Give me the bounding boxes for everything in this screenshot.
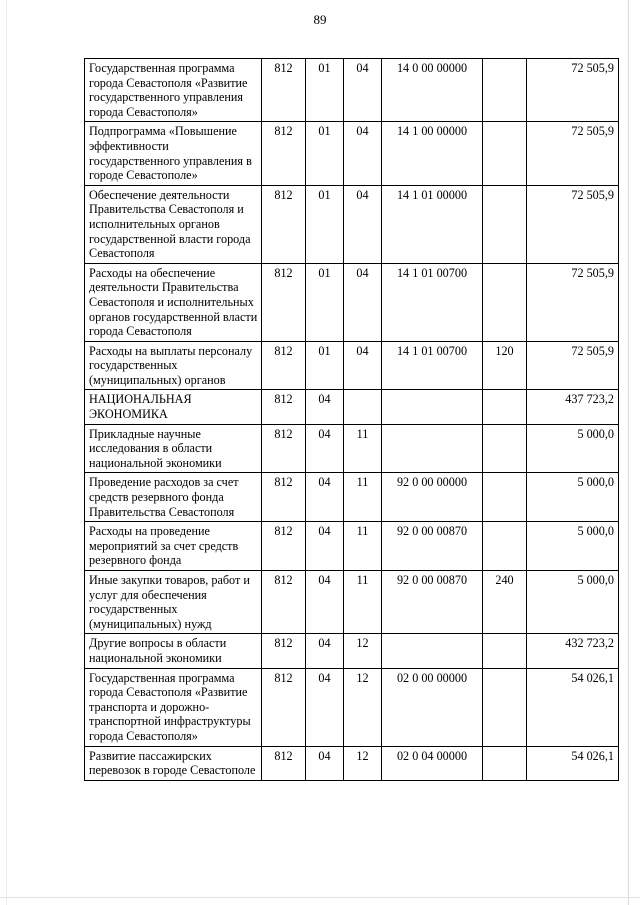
cell-pr: 12 <box>344 746 382 780</box>
cell-vr <box>483 59 527 122</box>
table-row <box>85 59 619 122</box>
cell-rz: 04 <box>306 473 344 522</box>
cell-csr: 14 1 01 00000 <box>382 185 483 263</box>
cell-rz: 01 <box>306 185 344 263</box>
cell-name: Подпрограмма «Повышение эффективности государственного управления в городе Севастополе» <box>85 122 262 185</box>
cell-rz: 01 <box>306 341 344 390</box>
cell-sum: 5 000,0 <box>527 473 619 522</box>
cell-ved: 812 <box>262 263 306 341</box>
table-row <box>85 390 619 424</box>
cell-csr: 92 0 00 00870 <box>382 571 483 634</box>
cell-vr <box>483 424 527 473</box>
cell-name: Развитие пассажирских перевозок в городе Севастополе <box>85 746 262 780</box>
cell-pr: 04 <box>344 185 382 263</box>
cell-rz: 04 <box>306 571 344 634</box>
cell-rz: 04 <box>306 746 344 780</box>
table-row <box>85 522 619 571</box>
cell-pr: 11 <box>344 571 382 634</box>
cell-vr: 240 <box>483 571 527 634</box>
cell-csr: 14 1 00 00000 <box>382 122 483 185</box>
cell-rz: 01 <box>306 59 344 122</box>
cell-sum: 54 026,1 <box>527 668 619 746</box>
cell-pr: 04 <box>344 59 382 122</box>
cell-vr <box>483 634 527 668</box>
cell-pr: 11 <box>344 522 382 571</box>
table-row <box>85 185 619 263</box>
cell-csr <box>382 634 483 668</box>
table-row <box>85 668 619 746</box>
cell-rz: 04 <box>306 424 344 473</box>
cell-pr: 12 <box>344 668 382 746</box>
cell-vr: 120 <box>483 341 527 390</box>
cell-pr: 11 <box>344 424 382 473</box>
cell-pr: 12 <box>344 634 382 668</box>
cell-sum: 72 505,9 <box>527 59 619 122</box>
cell-pr: 04 <box>344 122 382 185</box>
cell-vr <box>483 390 527 424</box>
cell-name: Расходы на обеспечение деятельности Правительства Севастополя и исполнительных органов государственной власти города Севастополя <box>85 263 262 341</box>
cell-sum: 437 723,2 <box>527 390 619 424</box>
cell-vr <box>483 746 527 780</box>
cell-csr <box>382 424 483 473</box>
table-row <box>85 634 619 668</box>
cell-sum: 72 505,9 <box>527 185 619 263</box>
cell-name: Расходы на проведение мероприятий за счет средств резервного фонда <box>85 522 262 571</box>
cell-sum: 72 505,9 <box>527 341 619 390</box>
cell-rz: 04 <box>306 634 344 668</box>
cell-rz: 01 <box>306 263 344 341</box>
cell-name: НАЦИОНАЛЬНАЯ ЭКОНОМИКА <box>85 390 262 424</box>
cell-ved: 812 <box>262 390 306 424</box>
table-row <box>85 341 619 390</box>
cell-ved: 812 <box>262 634 306 668</box>
cell-name: Другие вопросы в области национальной экономики <box>85 634 262 668</box>
cell-sum: 5 000,0 <box>527 571 619 634</box>
cell-ved: 812 <box>262 668 306 746</box>
table-row <box>85 263 619 341</box>
table-row <box>85 473 619 522</box>
cell-pr: 04 <box>344 341 382 390</box>
cell-csr: 92 0 00 00000 <box>382 473 483 522</box>
cell-csr: 92 0 00 00870 <box>382 522 483 571</box>
cell-vr <box>483 522 527 571</box>
cell-ved: 812 <box>262 185 306 263</box>
cell-pr <box>344 390 382 424</box>
cell-csr: 02 0 04 00000 <box>382 746 483 780</box>
cell-csr: 02 0 00 00000 <box>382 668 483 746</box>
cell-csr: 14 0 00 00000 <box>382 59 483 122</box>
table-row <box>85 424 619 473</box>
table-row <box>85 122 619 185</box>
cell-pr: 04 <box>344 263 382 341</box>
budget-table-body <box>85 59 619 781</box>
cell-rz: 04 <box>306 522 344 571</box>
cell-vr <box>483 473 527 522</box>
cell-sum: 5 000,0 <box>527 424 619 473</box>
cell-ved: 812 <box>262 424 306 473</box>
table-row <box>85 571 619 634</box>
cell-sum: 54 026,1 <box>527 746 619 780</box>
cell-sum: 5 000,0 <box>527 522 619 571</box>
cell-csr: 14 1 01 00700 <box>382 341 483 390</box>
cell-name: Проведение расходов за счет средств резервного фонда Правительства Севастополя <box>85 473 262 522</box>
cell-vr <box>483 122 527 185</box>
table-row <box>85 746 619 780</box>
cell-rz: 04 <box>306 668 344 746</box>
cell-vr <box>483 185 527 263</box>
cell-name: Иные закупки товаров, работ и услуг для обеспечения государственных (муниципальных) нужд <box>85 571 262 634</box>
cell-rz: 04 <box>306 390 344 424</box>
cell-name: Расходы на выплаты персоналу государственных (муниципальных) органов <box>85 341 262 390</box>
cell-vr <box>483 668 527 746</box>
scan-edge-bottom <box>0 897 640 898</box>
cell-name: Прикладные научные исследования в области национальной экономики <box>85 424 262 473</box>
cell-sum: 432 723,2 <box>527 634 619 668</box>
cell-ved: 812 <box>262 59 306 122</box>
cell-pr: 11 <box>344 473 382 522</box>
cell-vr <box>483 263 527 341</box>
cell-sum: 72 505,9 <box>527 263 619 341</box>
scan-edge-right <box>628 0 629 905</box>
cell-name: Государственная программа города Севастополя «Развитие транспорта и дорожно-транспортной инфраструктуры города Севастополя» <box>85 668 262 746</box>
cell-name: Обеспечение деятельности Правительства Севастополя и исполнительных органов государственной власти города Севастополя <box>85 185 262 263</box>
cell-ved: 812 <box>262 571 306 634</box>
cell-ved: 812 <box>262 341 306 390</box>
cell-csr: 14 1 01 00700 <box>382 263 483 341</box>
cell-rz: 01 <box>306 122 344 185</box>
cell-sum: 72 505,9 <box>527 122 619 185</box>
cell-name: Государственная программа города Севастополя «Развитие государственного управления города Севастополя» <box>85 59 262 122</box>
cell-ved: 812 <box>262 746 306 780</box>
cell-ved: 812 <box>262 473 306 522</box>
budget-table <box>84 58 619 781</box>
page-number: 89 <box>313 12 327 27</box>
scan-edge-left <box>6 0 7 905</box>
cell-ved: 812 <box>262 122 306 185</box>
cell-ved: 812 <box>262 522 306 571</box>
cell-csr <box>382 390 483 424</box>
